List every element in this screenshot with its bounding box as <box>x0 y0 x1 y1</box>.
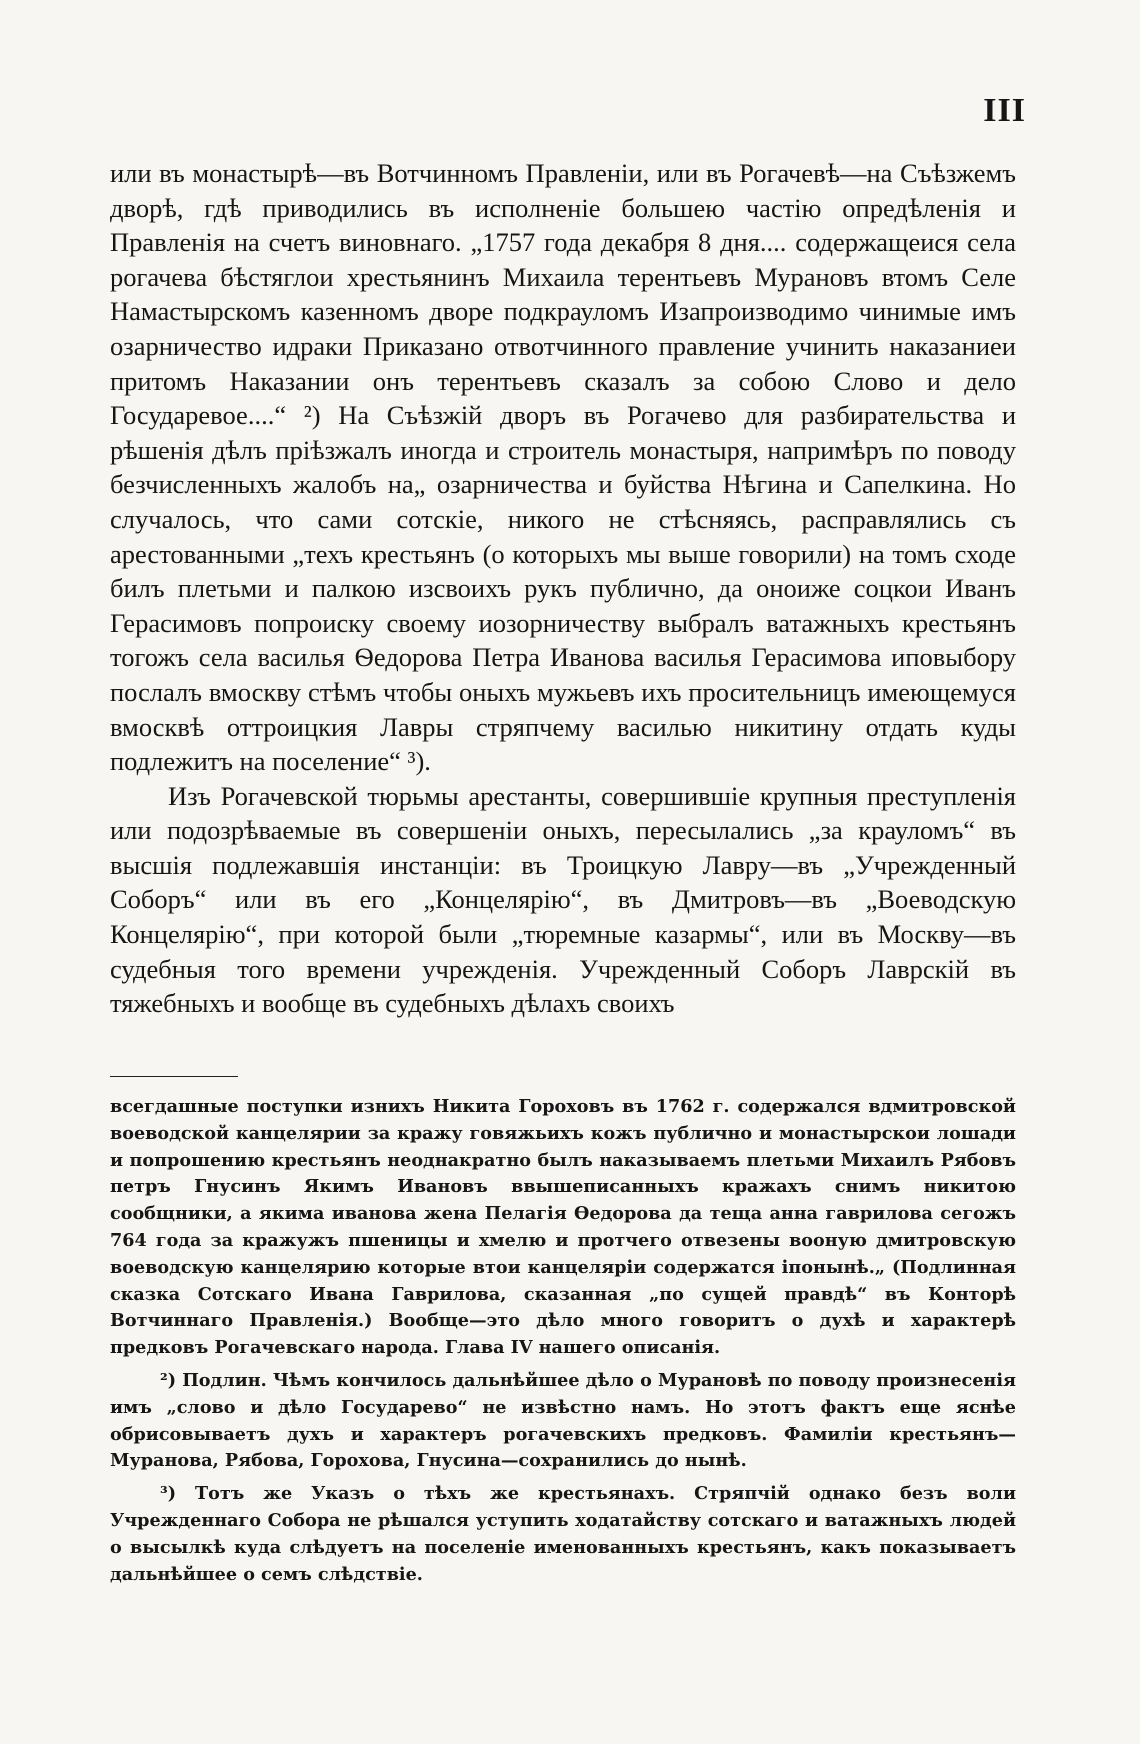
footnote-2: ²) Подлин. Чѣмъ кончилось дальнѣйшее дѣло о Мурановѣ по поводу произнесенія имъ „слово и дѣло Государево“ не извѣстно намъ. Но этотъ фактъ еще яснѣе обрисовываетъ духъ и характеръ рогачевскихъ предковъ. Фамиліи крестьянъ—Муранова, Рябова, Горохова, Гнусина—сохранились до нынѣ. <box>110 1369 1016 1472</box>
footnote-continuation: всегдашные поступки изнихъ Никита Гороховъ въ 1762 г. содержался вдмитровской воеводской канцелярии за кражу говяжьихъ кожъ публично и монастырскои лошади и попрошению крестьянъ неоднакратно былъ наказываемъ плетьми Михаилъ Рябовъ петръ Гнусинъ Якимъ Ивановъ ввышеписанныхъ кражахъ снимъ никитою сообщники, а якима иванова жена Пелагія Ѳедорова да теща анна гаврилова сегожъ 764 года за кражужъ пшеницы и хмелю и протчего отвезены вооную дмитровскую воеводскую канцелярию которые втои канцелярiи содержатся iпонынѣ.„ (Подлинная сказка Сотскаго Ивана Гаврилова, сказанная „по сущей правдѣ“ въ Конторѣ Вотчиннаго Правленія.) Вообще—это дѣло много говоритъ о духѣ и характерѣ предковъ Рогачевскаго народа. Глава IV нашего описанія. <box>110 1096 1016 1359</box>
paragraph-2: Изъ Рогачевской тюрьмы арестанты, совершившіе крупныя преступленія или подозрѣваемые въ совершеніи оныхъ, пересылались „за крауломъ“ въ высшія подлежавшія инстанціи: въ Троицкую Лавру—въ „Учрежденный Соборъ“ или въ его „Концелярію“, въ Дмитровъ—въ „Воеводскую Концелярію“, при которой были „тюремные казармы“, или въ Москву—въ судебныя того времени учрежденія. Учрежденный Соборъ Лаврскій въ тяжебныхъ и вообще въ судебныхъ дѣлахъ своихъ <box>110 780 1016 1019</box>
footnote-3: ³) Тотъ же Указъ о тѣхъ же крестьянахъ. Стряпчій однако безъ воли Учрежденнаго Собора не рѣшался уступить ходатайству сотскаго и ватажныхъ людей о высылкѣ куда слѣдуетъ на поселеніе именованныхъ крестьянъ, какъ показываетъ дальнѣйшее о семъ слѣдствіе. <box>110 1483 1016 1585</box>
page-number: III <box>983 92 1026 129</box>
footnote-separator <box>110 1076 238 1077</box>
footnotes <box>110 1094 1016 1594</box>
paragraph-1: или въ монастырѣ—въ Вотчинномъ Правленіи, или въ Рогачевѣ—на Съѣзжемъ дворѣ, гдѣ приводились въ исполненіе большею частію опредѣленія и Правленія на счетъ виновнаго. „1757 года декабря 8 дня.... содержащеися села рогачева бѣстяглои хрестьянинъ Михаила терентьевъ Мурановъ втомъ Селе Намастырскомъ казенномъ дворе подкрауломъ Изапроизводимо чинимые имъ озарничество идраки Приказано отвотчинного правление учинить наказаниеи притомъ Наказании онъ терентьевъ сказалъ за собою Слово и дело Государевое....“ ²) На Съѣзжій дворъ въ Рогачево для разбирательства и рѣшенія дѣлъ пріѣзжалъ иногда и строитель монастыря, напримѣръ по поводу безчисленныхъ жалобъ на„ озарничества и буйства Нѣгина и Сапелкина. Но случалось, что сами сотскіе, никого не стѣсняясь, расправлялись съ арестованными „техъ крестьянъ (о которыхъ мы выше говорили) на томъ сходе билъ плетьми и палкою изсвоихъ рукъ публично, да оноиже соцкои Иванъ Герасимовъ попроиску своему иозорничеству выбралъ ватажныхъ крестьянъ тогожъ села василья Ѳедорова Петра Иванова василья Герасимова иповыбору послалъ вмоскву стѣмъ чтобы оныхъ мужьевъ ихъ просительницъ имеющемуся вмосквѣ оттроицкия Лавры стряпчему василью никитину отдать куды подлежитъ на поселение“ ³). <box>110 158 1016 777</box>
main-text <box>110 156 1016 1021</box>
